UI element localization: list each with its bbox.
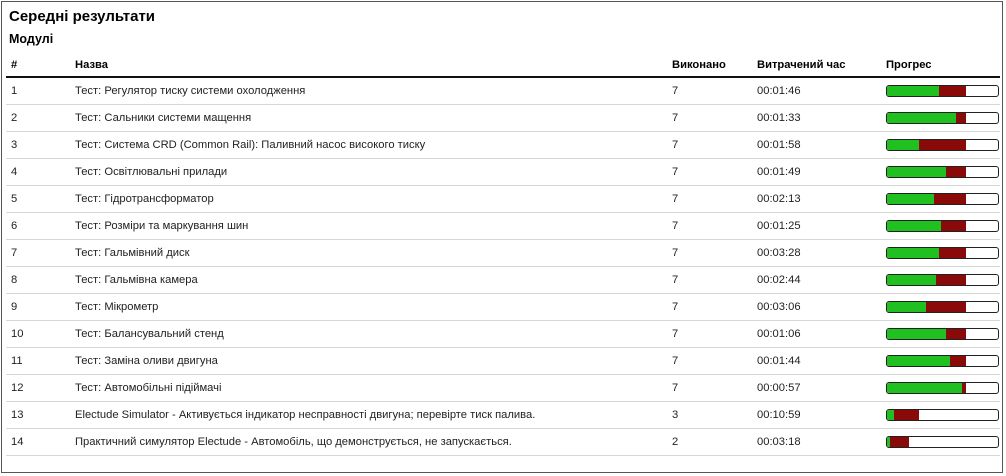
progress-bar xyxy=(886,193,999,205)
progress-fail-segment xyxy=(946,329,966,339)
row-name: Тест: Гальмівна камера xyxy=(70,267,667,294)
header-time[interactable]: Витрачений час xyxy=(752,54,881,77)
row-num: 3 xyxy=(6,132,70,159)
row-progress xyxy=(881,294,1000,321)
row-done: 3 xyxy=(667,402,752,429)
row-name: Тест: Балансувальний стенд xyxy=(70,321,667,348)
row-num: 10 xyxy=(6,321,70,348)
progress-pass-segment xyxy=(887,329,946,339)
row-time: 00:03:28 xyxy=(752,240,881,267)
row-progress xyxy=(881,132,1000,159)
row-name: Практичний симулятор Electude - Автомобіль, що демонструється, не запускається. xyxy=(70,429,667,456)
progress-pass-segment xyxy=(887,356,950,366)
progress-pass-segment xyxy=(887,140,919,150)
progress-pass-segment xyxy=(887,86,939,96)
progress-pass-segment xyxy=(887,410,894,420)
progress-bar xyxy=(886,85,999,97)
progress-bar xyxy=(886,328,999,340)
progress-pass-segment xyxy=(887,248,939,258)
row-time: 00:03:18 xyxy=(752,429,881,456)
progress-fail-segment xyxy=(926,302,966,312)
row-num: 14 xyxy=(6,429,70,456)
row-time: 00:00:57 xyxy=(752,375,881,402)
progress-fail-segment xyxy=(894,410,920,420)
row-name: Тест: Система CRD (Common Rail): Паливний насос високого тиску xyxy=(70,132,667,159)
row-progress xyxy=(881,240,1000,267)
progress-bar xyxy=(886,409,999,421)
row-done: 7 xyxy=(667,375,752,402)
row-time: 00:01:46 xyxy=(752,77,881,105)
row-progress xyxy=(881,105,1000,132)
progress-fail-segment xyxy=(890,437,909,447)
progress-bar xyxy=(886,382,999,394)
row-num: 12 xyxy=(6,375,70,402)
row-done: 7 xyxy=(667,348,752,375)
progress-fail-segment xyxy=(962,383,965,393)
table-row[interactable] xyxy=(6,213,1000,240)
row-progress xyxy=(881,213,1000,240)
table-row[interactable] xyxy=(6,402,1000,429)
row-time: 00:01:06 xyxy=(752,321,881,348)
progress-fail-segment xyxy=(941,221,965,231)
table-row[interactable] xyxy=(6,132,1000,159)
header-name[interactable]: Назва xyxy=(70,54,667,77)
row-progress xyxy=(881,429,1000,456)
row-time: 00:01:58 xyxy=(752,132,881,159)
row-name: Тест: Розміри та маркування шин xyxy=(70,213,667,240)
progress-bar xyxy=(886,139,999,151)
row-progress xyxy=(881,267,1000,294)
row-progress xyxy=(881,402,1000,429)
row-name: Electude Simulator - Активується індикатор несправності двигуна; перевірте тиск палива. xyxy=(70,402,667,429)
row-time: 00:01:49 xyxy=(752,159,881,186)
row-time: 00:02:44 xyxy=(752,267,881,294)
progress-bar xyxy=(886,247,999,259)
modules-table xyxy=(6,54,1000,456)
progress-bar xyxy=(886,301,999,313)
table-row[interactable] xyxy=(6,77,1000,105)
row-time: 00:10:59 xyxy=(752,402,881,429)
progress-pass-segment xyxy=(887,167,946,177)
progress-bar xyxy=(886,220,999,232)
table-row[interactable] xyxy=(6,348,1000,375)
row-done: 7 xyxy=(667,105,752,132)
row-progress xyxy=(881,186,1000,213)
section-title: Модулі xyxy=(9,32,54,46)
row-done: 7 xyxy=(667,294,752,321)
progress-fail-segment xyxy=(939,248,966,258)
progress-fail-segment xyxy=(919,140,966,150)
progress-bar xyxy=(886,274,999,286)
table-row[interactable] xyxy=(6,159,1000,186)
progress-fail-segment xyxy=(946,167,966,177)
row-done: 7 xyxy=(667,321,752,348)
page-title: Середні результати xyxy=(9,8,156,25)
table-row[interactable] xyxy=(6,267,1000,294)
row-time: 00:03:06 xyxy=(752,294,881,321)
row-done: 7 xyxy=(667,132,752,159)
header-num[interactable]: # xyxy=(6,54,70,77)
row-time: 00:01:25 xyxy=(752,213,881,240)
progress-pass-segment xyxy=(887,221,941,231)
row-name: Тест: Регулятор тиску системи охолодження xyxy=(70,77,667,105)
row-num: 13 xyxy=(6,402,70,429)
progress-bar xyxy=(886,166,999,178)
table-header-row xyxy=(6,54,1000,77)
progress-fail-segment xyxy=(936,275,966,285)
row-num: 7 xyxy=(6,240,70,267)
row-num: 6 xyxy=(6,213,70,240)
row-num: 1 xyxy=(6,77,70,105)
progress-pass-segment xyxy=(887,194,934,204)
progress-pass-segment xyxy=(887,275,936,285)
progress-bar xyxy=(886,355,999,367)
table-row[interactable] xyxy=(6,186,1000,213)
row-num: 2 xyxy=(6,105,70,132)
table-row[interactable] xyxy=(6,321,1000,348)
row-time: 00:01:44 xyxy=(752,348,881,375)
progress-pass-segment xyxy=(887,383,962,393)
table-row[interactable] xyxy=(6,294,1000,321)
row-name: Тест: Автомобільні підіймачі xyxy=(70,375,667,402)
table-row[interactable] xyxy=(6,105,1000,132)
row-progress xyxy=(881,77,1000,105)
row-done: 2 xyxy=(667,429,752,456)
table-row[interactable] xyxy=(6,240,1000,267)
progress-bar xyxy=(886,112,999,124)
progress-pass-segment xyxy=(887,113,956,123)
row-name: Тест: Мікрометр xyxy=(70,294,667,321)
row-done: 7 xyxy=(667,77,752,105)
row-time: 00:02:13 xyxy=(752,186,881,213)
row-progress xyxy=(881,321,1000,348)
row-name: Тест: Сальники системи мащення xyxy=(70,105,667,132)
row-num: 9 xyxy=(6,294,70,321)
row-name: Тест: Заміна оливи двигуна xyxy=(70,348,667,375)
progress-fail-segment xyxy=(939,86,966,96)
row-num: 11 xyxy=(6,348,70,375)
row-progress xyxy=(881,375,1000,402)
progress-fail-segment xyxy=(950,356,966,366)
row-done: 7 xyxy=(667,159,752,186)
row-progress xyxy=(881,348,1000,375)
progress-fail-segment xyxy=(934,194,966,204)
row-name: Тест: Гальмівний диск xyxy=(70,240,667,267)
row-name: Тест: Гідротрансформатор xyxy=(70,186,667,213)
header-done[interactable]: Виконано xyxy=(667,54,752,77)
progress-bar xyxy=(886,436,999,448)
header-progress[interactable]: Прогрес xyxy=(881,54,1000,77)
row-name: Тест: Освітлювальні прилади xyxy=(70,159,667,186)
row-num: 8 xyxy=(6,267,70,294)
results-panel xyxy=(1,1,1003,473)
progress-pass-segment xyxy=(887,302,926,312)
row-done: 7 xyxy=(667,240,752,267)
row-num: 5 xyxy=(6,186,70,213)
table-row[interactable] xyxy=(6,429,1000,456)
row-done: 7 xyxy=(667,213,752,240)
row-done: 7 xyxy=(667,186,752,213)
progress-fail-segment xyxy=(956,113,966,123)
row-num: 4 xyxy=(6,159,70,186)
table-row[interactable] xyxy=(6,375,1000,402)
row-time: 00:01:33 xyxy=(752,105,881,132)
row-progress xyxy=(881,159,1000,186)
row-done: 7 xyxy=(667,267,752,294)
